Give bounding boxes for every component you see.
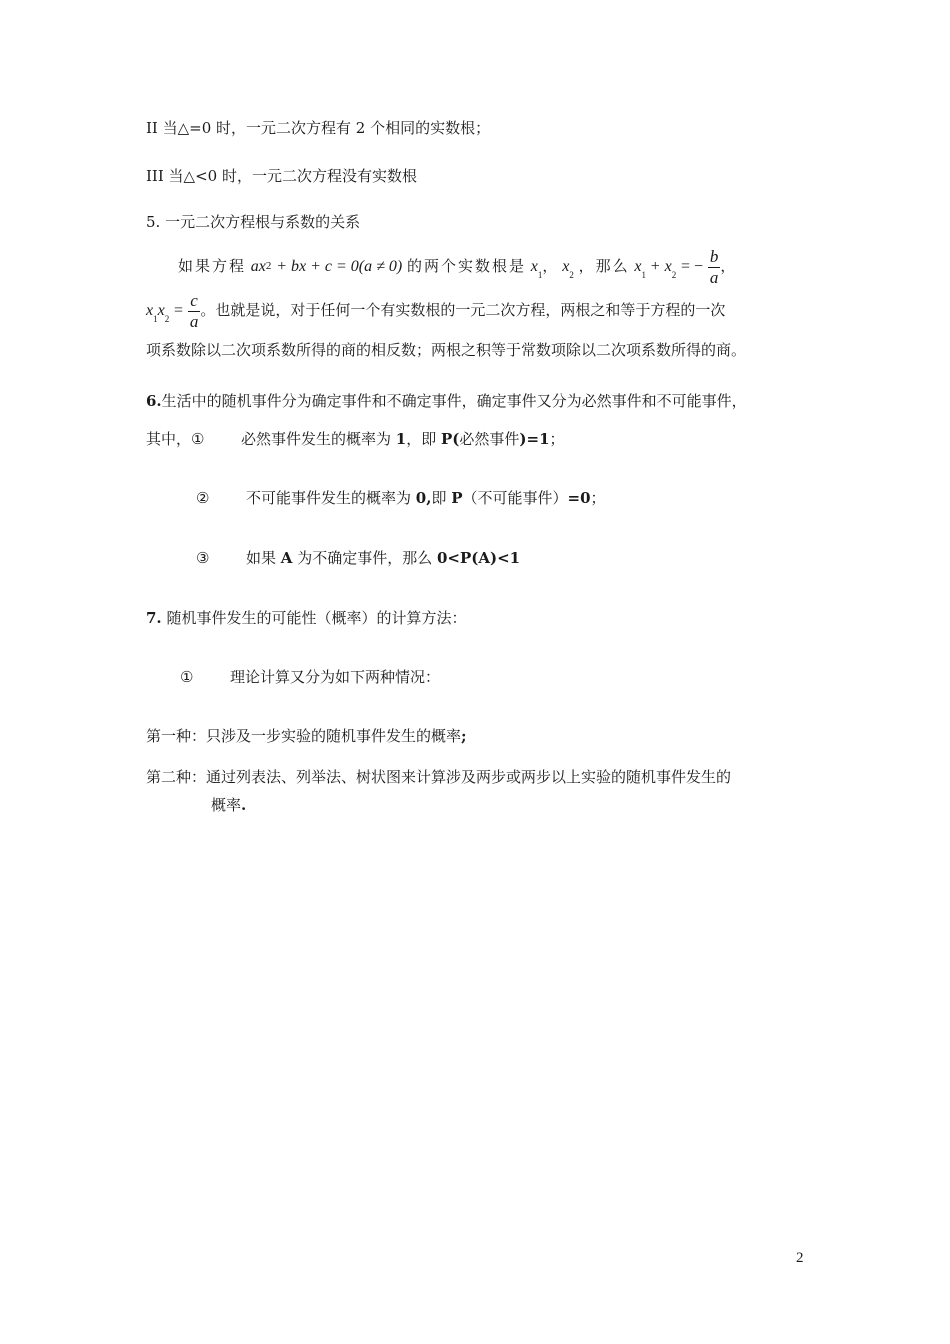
item-text: ；	[549, 430, 565, 448]
section-6-item-2	[196, 488, 606, 508]
section-6-item-1	[146, 429, 565, 449]
circled-one: ①	[180, 668, 194, 686]
item-text: 即	[431, 489, 452, 507]
second-case-text: 概率	[211, 796, 242, 814]
page-number: 2	[796, 1250, 804, 1266]
item-text: 必然事件发生的概率为	[241, 430, 396, 448]
prod-x1: x	[146, 302, 154, 319]
vieta-intro: 如果方程	[178, 257, 247, 275]
sum-x2: x	[664, 258, 672, 275]
item-text: ；	[590, 489, 606, 507]
sum-equals-minus: = −	[680, 258, 704, 275]
eq-rest: + bx + c = 0(a ≠ 0)	[276, 258, 403, 275]
fraction-c-den: a	[189, 311, 199, 331]
prod-x2: x	[157, 302, 165, 319]
fraction-b-over-a	[708, 247, 721, 288]
section-6-prefix: 其中，	[146, 430, 192, 448]
item-formula: P	[451, 489, 463, 507]
fraction-b-num: b	[709, 246, 719, 266]
vieta-line-2	[146, 288, 725, 332]
sum-x1: x	[634, 258, 642, 275]
root-x1: x	[530, 258, 538, 275]
line-delta-negative: III 当△<0 时，一元二次方程没有实数根	[146, 167, 417, 185]
sum-x2-sub: 2	[671, 270, 677, 280]
circled-three: ③	[196, 549, 210, 567]
fraction-c-over-a	[188, 291, 201, 332]
section-6-item-3	[196, 548, 520, 568]
circled-one: ①	[191, 430, 205, 448]
second-case: 第二种：通过列表法、列举法、树状图来计算涉及两步或两步以上实验的随机事件发生的	[146, 768, 732, 786]
section-7-number: 7.	[146, 609, 162, 627]
vieta-line-3: 项系数除以二次项系数所得的商的相反数；两根之积等于常数项除以二次项系数所得的商。	[146, 341, 747, 359]
sum-plus: +	[650, 258, 660, 275]
item-text: 如果	[246, 549, 281, 567]
section-6-heading	[146, 391, 747, 411]
item-formula: P(	[441, 430, 460, 448]
prod-equals: =	[174, 302, 184, 319]
item-text: 必然事件	[459, 430, 520, 448]
item-value: 1	[395, 430, 407, 448]
first-case-text: 第一种：只涉及一步实验的随机事件发生的概率	[146, 727, 462, 745]
root-x2-sub: 2	[569, 270, 574, 280]
root-x2: x	[562, 258, 570, 275]
item-text: （不可能事件）	[462, 489, 568, 507]
item-formula: =0	[567, 489, 591, 507]
circled-two: ②	[196, 489, 210, 507]
item-text: ，即	[406, 430, 442, 448]
section-7-heading	[146, 608, 466, 628]
fraction-c-num: c	[188, 291, 201, 312]
item-text: 理论计算又分为如下两种情况：	[230, 668, 441, 686]
prod-x2-sub: 2	[164, 314, 170, 324]
item-value: 0,	[415, 489, 432, 507]
item-text: 不可能事件发生的概率为	[246, 489, 416, 507]
tail-comma: ，	[720, 257, 736, 275]
second-case-end: .	[241, 796, 247, 814]
section-6-number: 6.	[146, 392, 162, 410]
eq-square: 2	[265, 260, 272, 272]
item-formula: 0<P(A)<1	[436, 549, 521, 567]
comma: ，	[542, 257, 558, 275]
item-text: 为不确定事件，那么	[292, 549, 437, 567]
vieta-then: ，那么	[578, 257, 630, 275]
fraction-b-den: a	[709, 267, 719, 287]
eq-ax: ax	[250, 258, 266, 275]
section-7-text: 随机事件发生的可能性（概率）的计算方法：	[166, 609, 467, 627]
vieta-mid: 的两个实数根是	[407, 257, 527, 275]
first-case	[146, 726, 467, 746]
vieta-line-1	[178, 244, 735, 288]
second-case-cont	[211, 795, 246, 815]
vieta-explanation: 。也就是说，对于任何一个有实数根的一元二次方程，两根之和等于方程的一次	[200, 301, 726, 319]
item-formula: )=1	[519, 430, 550, 448]
section-6-text: 生活中的随机事件分为确定事件和不确定事件，确定事件又分为必然事件和不可能事件，	[161, 392, 747, 410]
sum-x1-sub: 1	[641, 270, 646, 280]
section-7-item-1	[180, 667, 440, 687]
item-formula: A	[280, 549, 293, 567]
root-x1-sub: 1	[537, 270, 543, 280]
line-delta-zero: II 当△=0 时，一元二次方程有 2 个相同的实数根；	[146, 119, 491, 137]
prod-x1-sub: 1	[153, 314, 158, 324]
first-case-end: ;	[461, 727, 467, 745]
section-5-heading: 5. 一元二次方程根与系数的关系	[146, 213, 361, 231]
